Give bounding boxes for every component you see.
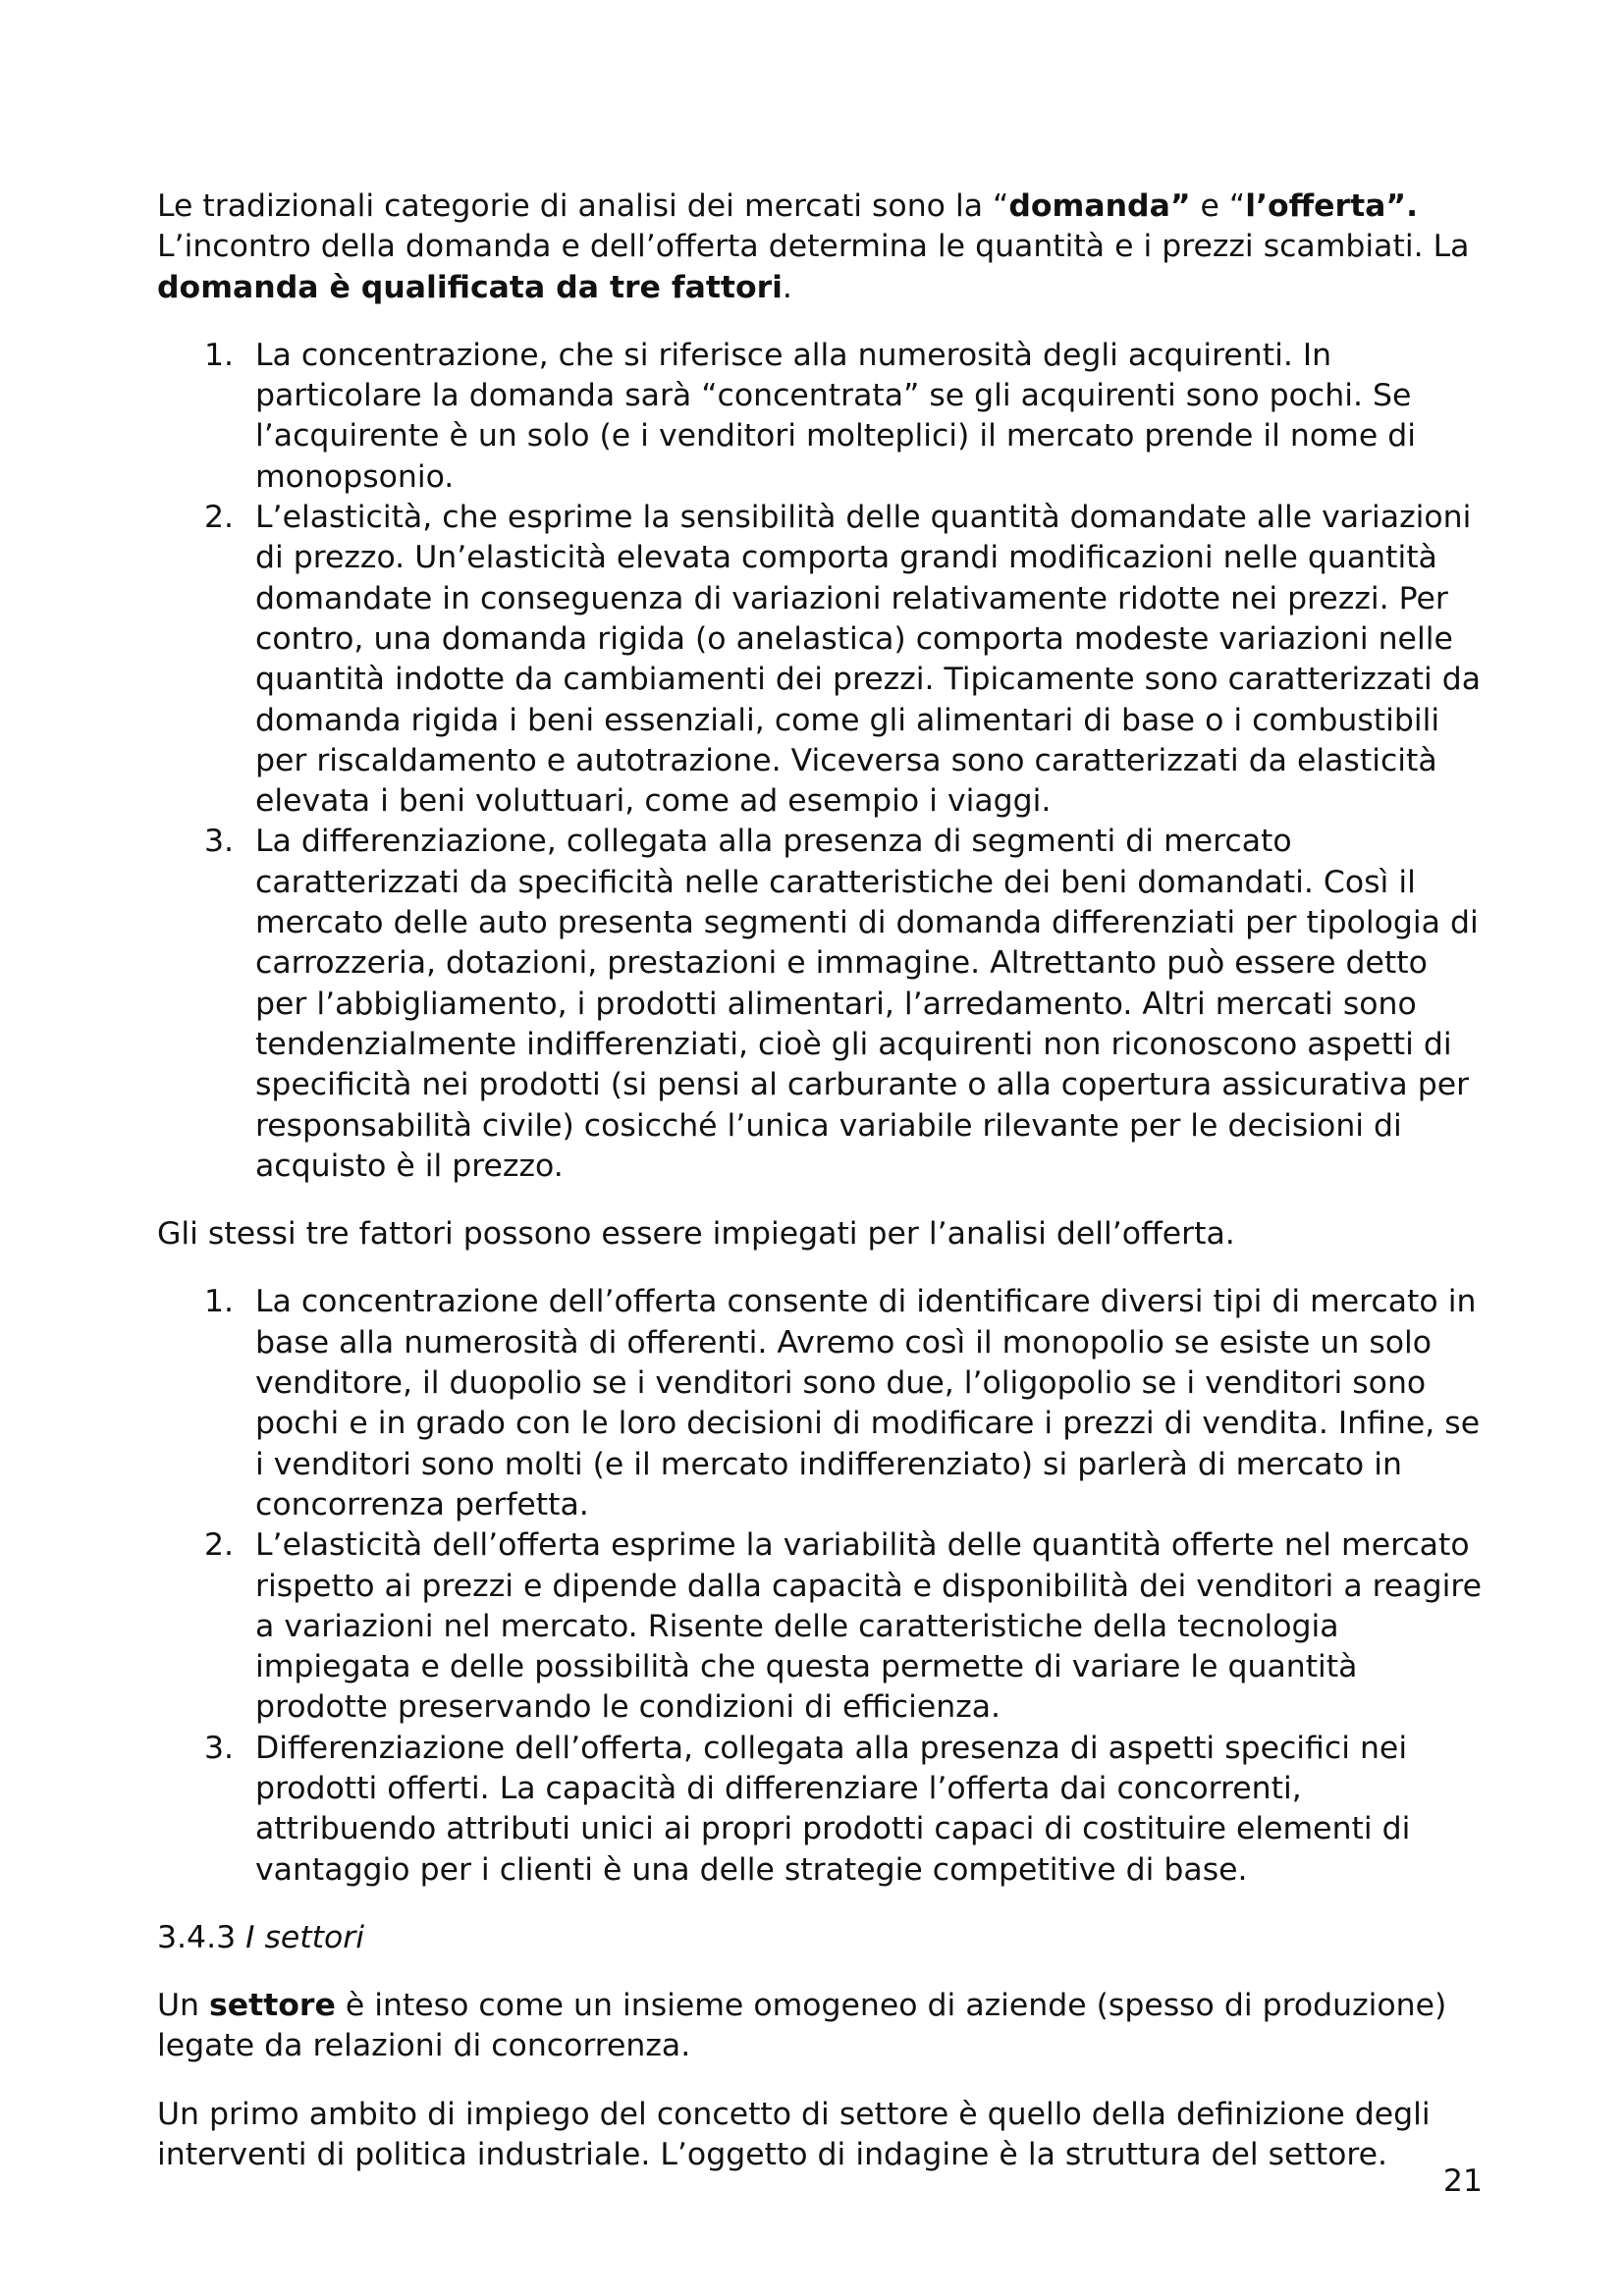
list-item-text: La differenziazione, collegata alla presenza di segmenti di mercato caratterizzati da specificità nelle caratteristiche dei beni domandati. Così il mercato delle auto presenta segmenti di domanda differenziati per tipologia di carrozzeria, dotazioni, prestazioni e immagine. Altrettanto può essere detto per l’abbigliamento, i prodotti alimentari, l’arredamento. Altri mercati sono tendenzialmente indifferenziati, cioè gli acquirenti non riconoscono aspetti di specificità nei prodotti (si pensi al carburante o alla copertura assicurativa per responsabilità civile) cosicché l’unica variabile rilevante per le decisioni di acquisto è il prezzo. [255, 824, 1479, 1184]
list-item-text: La concentrazione dell’offerta consente di identificare diversi tipi di mercato in base alla numerosità di offerenti. Avremo così il monopolio se esiste un solo venditore, il duopolio se i venditori sono due, l’oligopolio se i venditori sono pochi e in grado con le loro decisioni di modificare i prezzi di vendita. Infine, se i venditori sono molti (e il mercato indifferenziato) si parlerà di mercato in concorrenza perfetta. [255, 1284, 1481, 1522]
offerta-factors-list [157, 1282, 1483, 1890]
list-item [157, 1525, 1483, 1728]
intro-paragraph: Le tradizionali categorie di analisi dei mercati sono la “domanda” e “l’offerta”. L’incontro della domanda e dell’offerta determina le quantità e i prezzi scambiati. La domanda è qualificata da tre fattori. [157, 188, 1470, 305]
term-domanda: domanda” [1008, 188, 1191, 224]
list-item-text: L’elasticità dell’offerta esprime la variabilità delle quantità offerte nel mercato rispetto ai prezzi e dipende dalla capacità e disponibilità dei venditori a reagire a variazioni nel mercato. Risente delle caratteristiche della tecnologia impiegata e delle possibilità che questa permette di variare le quantità prodotte preservando le condizioni di efficienza. [255, 1527, 1482, 1726]
list-number: 1. [204, 1284, 235, 1320]
list-number: 3. [204, 824, 235, 860]
list-number: 3. [204, 1730, 235, 1766]
section-number: 3.4.3 [157, 1919, 237, 1955]
offerta-intro-paragraph: Gli stessi tre fattori possono essere impiegati per l’analisi dell’offerta. [157, 1216, 1235, 1253]
document-page [157, 187, 1483, 2175]
list-item [157, 336, 1483, 498]
list-number: 1. [204, 337, 235, 373]
list-item-text: La concentrazione, che si riferisce alla numerosità degli acquirenti. In particolare la domanda sarà “concentrata” se gli acquirenti sono pochi. Se l’acquirente è un solo (e i venditori molteplici) il mercato prende il nome di monopsonio. [255, 337, 1416, 495]
list-item [157, 498, 1483, 822]
term-offerta: l’offerta”. [1245, 188, 1419, 224]
section-title: I settori [245, 1919, 364, 1955]
list-item [157, 1729, 1483, 1891]
list-number: 2. [204, 1527, 235, 1564]
page-number: 21 [1442, 2163, 1483, 2199]
list-item [157, 822, 1483, 1187]
domanda-factors-list [157, 336, 1483, 1187]
section-heading [157, 1918, 1483, 1958]
term-qualifica-domanda: domanda è qualificata da tre fattori [157, 269, 783, 305]
list-item-text: Differenziazione dell’offerta, collegata alla presenza di aspetti specifici nei prodotti offerti. La capacità di differenziare l’offerta dai concorrenti, attribuendo attributi unici ai propri prodotti capaci di costituire elementi di vantaggio per i clienti è una delle strategie competitive di base. [255, 1730, 1411, 1888]
list-item [157, 1282, 1483, 1525]
last-paragraph: Un primo ambito di impiego del concetto di settore è quello della definizione degli interventi di politica industriale. L’oggetto di indagine è la struttura del settore. [157, 2096, 1431, 2173]
list-number: 2. [204, 500, 235, 536]
term-settore: settore [209, 1988, 336, 2024]
settore-paragraph: Un settore è inteso come un insieme omogeneo di aziende (spesso di produzione) legate da relazioni di concorrenza. [157, 1988, 1447, 2064]
list-item-text: L’elasticità, che esprime la sensibilità delle quantità domandate alle variazioni di prezzo. Un’elasticità elevata comporta grandi modificazioni nelle quantità domandate in conseguenza di variazioni relativamente ridotte nei prezzi. Per contro, una domanda rigida (o anelastica) comporta modeste variazioni nelle quantità indotte da cambiamenti dei prezzi. Tipicamente sono caratterizzati da domanda rigida i beni essenziali, come gli alimentari di base o i combustibili per riscaldamento e autotrazione. Viceversa sono caratterizzati da elasticità elevata i beni voluttuari, come ad esempio i viaggi. [255, 500, 1482, 820]
